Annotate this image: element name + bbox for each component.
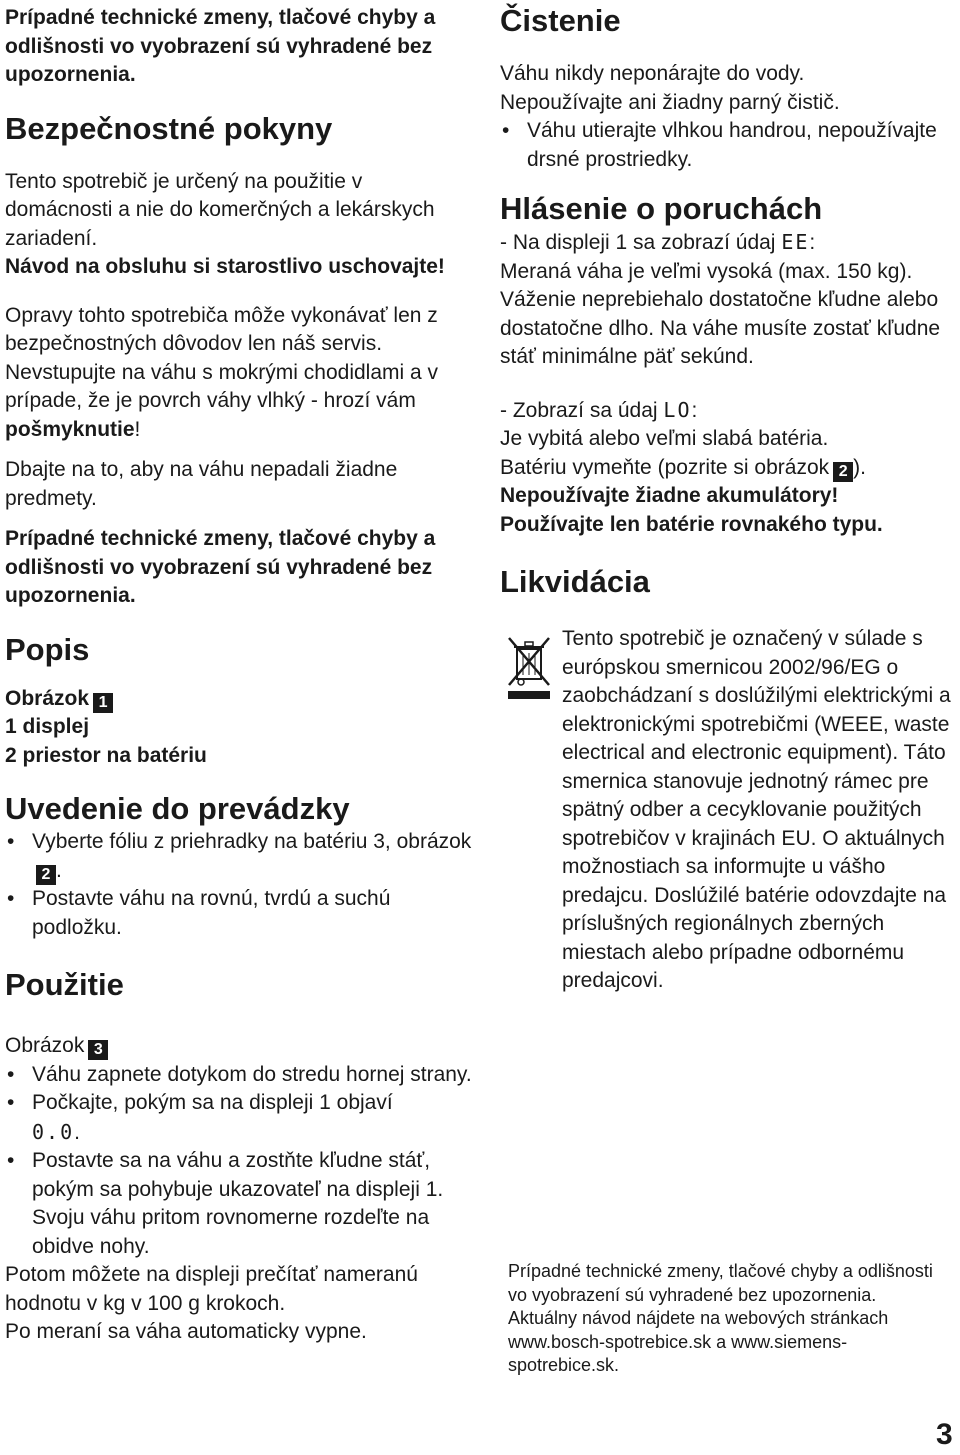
- usage-p1: Potom môžete na displeji prečítať nameranú hodnotu v kg v 100 g krokoch.: [5, 1263, 418, 1315]
- lcd-ee-code: EE: [781, 230, 810, 254]
- fault-2-p2-end: ).: [853, 455, 866, 479]
- description-item-2: 2 priestor na batériu: [5, 743, 207, 767]
- description-figure-label: Obrázok: [5, 686, 90, 710]
- left-column: [5, 0, 475, 1347]
- lcd-zero-reading: 0.0: [32, 1119, 75, 1144]
- page-number: 3: [936, 1418, 953, 1451]
- usage-bullet-2-text: Počkajte, pokým sa na displeji 1 objaví: [32, 1091, 393, 1114]
- safety-p5: Dbajte na to, aby na váhu nepadali žiadne predmety.: [5, 458, 398, 510]
- fault-1-colon: :: [809, 231, 816, 254]
- fault-2-p1: Je vybitá alebo veľmi slabá batéria.: [500, 427, 829, 450]
- cleaning-list: [500, 117, 958, 174]
- usage-bullet-3: • Postavte sa na váhu a zostňte kľudne stáť, pokým sa pohybuje ukazovateľ na displeji 1. Svoju váhu pritom rovnomerne rozdeľte na obidve nohy.: [5, 1147, 475, 1261]
- startup-heading: Uvedenie do prevádzky: [5, 791, 350, 826]
- cleaning-bullet-1: • Váhu utierajte vlhkou handrou, nepoužívajte drsné prostriedky.: [500, 117, 958, 174]
- footnote: [508, 1260, 948, 1378]
- cleaning-heading: Čistenie: [500, 3, 621, 38]
- fault-2-p2: [500, 454, 958, 483]
- faults-heading: Hlásenie o poruchách: [500, 191, 823, 226]
- safety-p3: Opravy tohto spotrebiča môže vykonávať len z bezpečnostných dôvodov len náš servis.: [5, 303, 438, 355]
- safety-p4-bold: pošmyknutie: [5, 417, 135, 441]
- usage-p2: Po meraní sa váha automaticky vypne.: [5, 1320, 367, 1343]
- right-column: [500, 0, 958, 996]
- usage-bullet-2-end: .: [74, 1120, 80, 1144]
- safety-p2: Návod na obsluhu si starostlivo uschovajte!: [5, 255, 445, 278]
- cleaning-p2: Nepoužívajte ani žiadny parný čistič.: [500, 90, 840, 114]
- figure-1-badge: 1: [93, 693, 113, 713]
- safety-p4: [5, 359, 475, 445]
- fault-1-p2: Váženie neprebiehalo dostatočne kľudne alebo dostatočne dlho. Na váhe musíte zostať kľudne stáť minimálne päť sekúnd.: [500, 288, 941, 368]
- figure-2-badge: 2: [36, 865, 56, 885]
- weee-crossed-bin-icon: [504, 633, 554, 703]
- usage-list: [5, 1061, 475, 1262]
- description-heading: Popis: [5, 631, 90, 667]
- cleaning-p1: Váhu nikdy neponárajte do vody.: [500, 62, 805, 85]
- fault-2-text: - Zobrazí sa údaj: [500, 398, 658, 422]
- usage-figure-label: Obrázok: [5, 1034, 85, 1057]
- disposal-p1: Tento spotrebič je označený v súlade s európskou smernicou 2002/96/EG o zaobchádzaní s doslúžilými elektrickými a elektronickými spotrebičmi (WEEE, waste electrical and electronic equipment). Táto smernica stanovuje jednotný rámec pre spätný odber a cecyklovanie použitých spotrebičov v krajinách EU. O aktuálnych možnostiach sa informujte u vášho predajcu. Doslúžilé batérie odovzdajte na príslušných regionálnych zberných miestach alebo prípadne odbornému predajcovi.: [562, 627, 951, 992]
- disposal-block: [500, 625, 958, 996]
- description-item-1: 1 displej: [5, 715, 90, 738]
- figure-3-badge: 3: [88, 1040, 108, 1060]
- fault-1-line: [500, 228, 958, 258]
- footnote-text: Prípadné technické zmeny, tlačové chyby a odlišnosti vo vyobrazení sú vyhradené bez upozornenia. Aktuálny návod nájdete na webových stránkach www.bosch-spotrebice.sk a www.siemens-spotrebice.sk.: [508, 1261, 933, 1375]
- startup-list: [5, 828, 475, 942]
- fault-1-p1: Meraná váha je veľmi vysoká (max. 150 kg).: [500, 259, 913, 283]
- startup-bullet-2: • Postavte váhu na rovnú, tvrdú a suchú podložku.: [5, 885, 475, 942]
- figure-2-badge-faults: 2: [833, 462, 853, 482]
- fault-2-line: [500, 396, 958, 426]
- startup-bullet-1-end: .: [56, 858, 62, 882]
- startup-bullet-1: [5, 828, 475, 885]
- safety-heading: Bezpečnostné pokyny: [5, 110, 333, 146]
- usage-bullet-1: • Váhu zapnete dotykom do stredu hornej strany.: [5, 1061, 475, 1090]
- safety-p4-end: !: [134, 417, 141, 441]
- fault-1-text: - Na displeji 1 sa zobrazí údaj: [500, 231, 776, 254]
- startup-bullet-1-text: Vyberte fóliu z priehradky na batériu 3, obrázok: [32, 830, 472, 853]
- usage-figure: [5, 1032, 475, 1061]
- disposal-heading: Likvidácia: [500, 564, 650, 599]
- usage-bullet-2: [5, 1089, 475, 1147]
- fault-2-p4: Používajte len batérie rovnakého typu.: [500, 512, 883, 536]
- fault-2-colon: :: [691, 398, 698, 422]
- disclaimer-top: Prípadné technické zmeny, tlačové chyby a odlišnosti vo vyobrazení sú vyhradené bez upozornenia.: [5, 6, 436, 86]
- usage-heading: Použitie: [5, 967, 124, 1002]
- safety-disclaimer: Prípadné technické zmeny, tlačové chyby a odlišnosti vo vyobrazení sú vyhradené bez upozornenia.: [5, 527, 436, 607]
- lcd-lo-code: LO: [663, 397, 692, 422]
- safety-p1: Tento spotrebič je určený na použitie v domácnosti a nie do komerčných a lekárskych zariadení.: [5, 169, 435, 250]
- fault-2-p2-text: Batériu vymeňte (pozrite si obrázok: [500, 455, 830, 479]
- description-figure: [5, 685, 475, 714]
- safety-p4-text: Nevstupujte na váhu s mokrými chodidlami a v prípade, že je povrch váhy vlhký - hrozí vám: [5, 360, 439, 412]
- fault-2-p3: Nepoužívajte žiadne akumulátory!: [500, 484, 839, 507]
